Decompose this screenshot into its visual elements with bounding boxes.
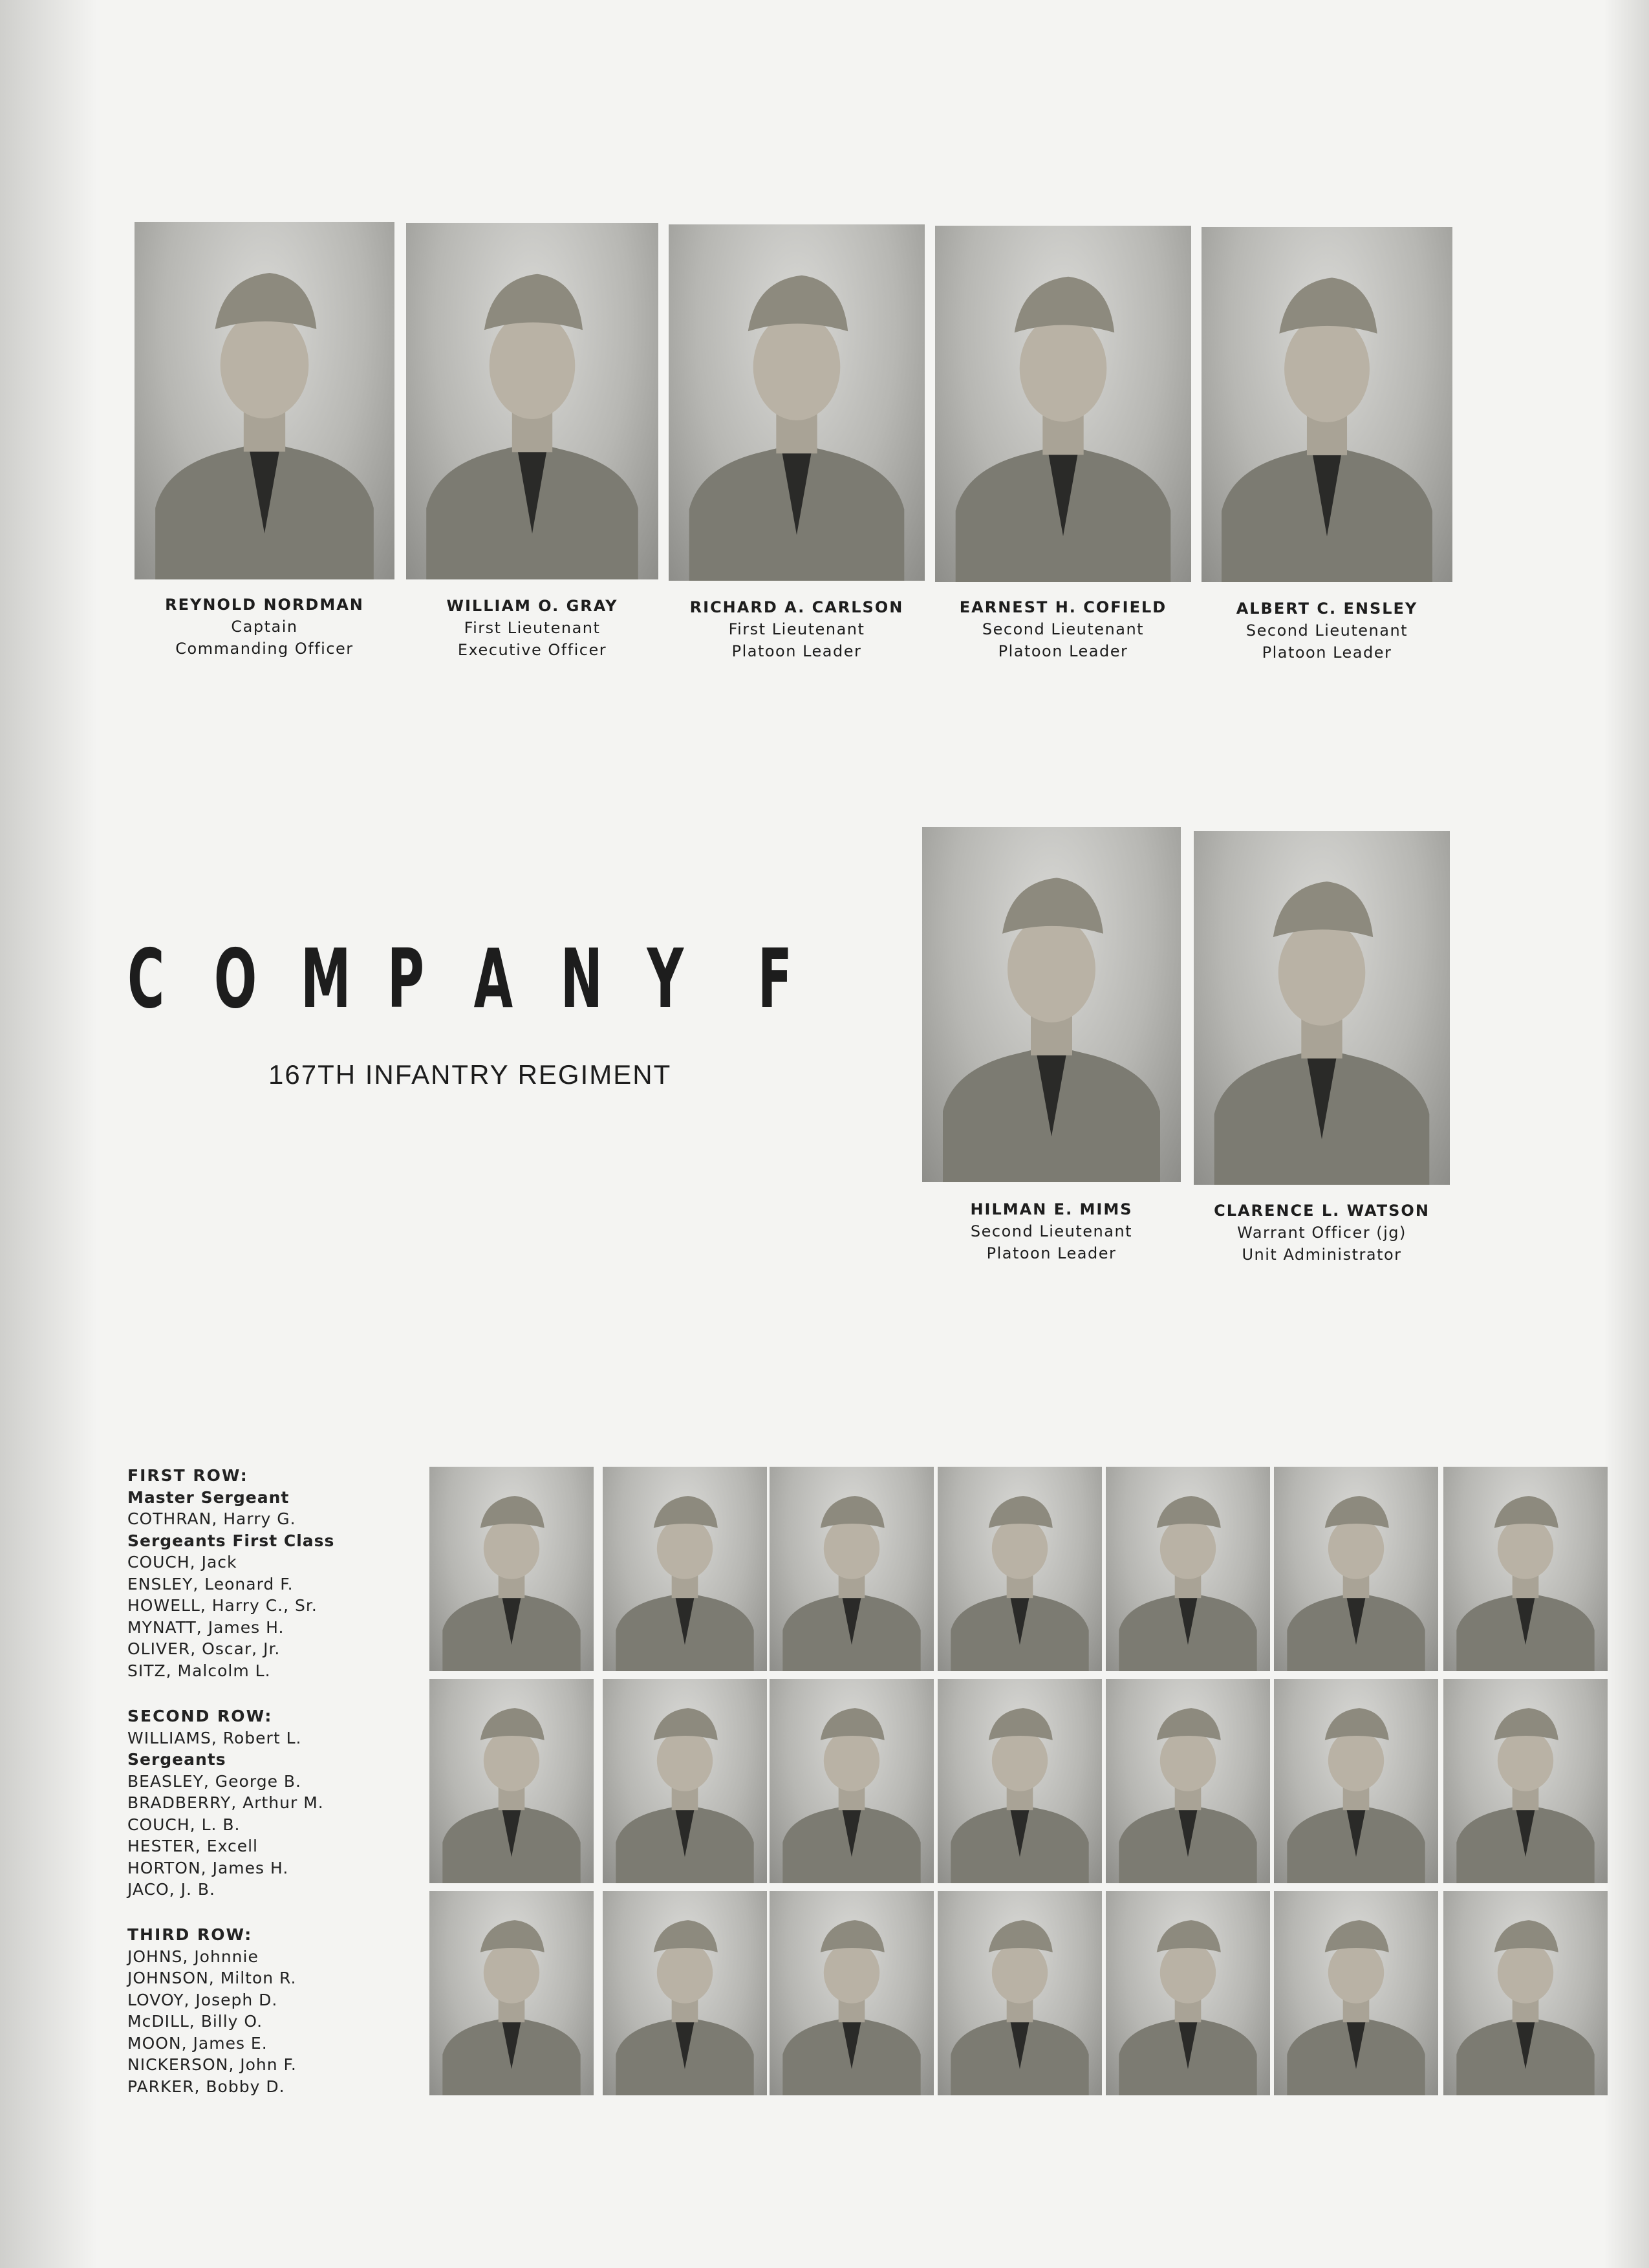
enlisted-portrait: [1443, 1467, 1608, 1671]
roster-rank-label: Master Sergeant: [127, 1487, 290, 1507]
roster-name: JOHNSON, Milton R.: [127, 1969, 297, 1987]
roster-rank-label: Sergeants: [127, 1750, 226, 1769]
enlisted-portrait: [1106, 1467, 1270, 1671]
page-edge-shadow: [1604, 0, 1649, 2268]
roster-rank-label: Sergeants First Class: [127, 1531, 335, 1550]
officer-position: Platoon Leader: [731, 642, 862, 660]
title-letter: A: [473, 931, 513, 1026]
title-letter: C: [127, 931, 165, 1026]
roster-name: BEASLEY, George B.: [127, 1771, 301, 1791]
roster-name: McDILL, Billy O.: [127, 2012, 263, 2031]
officer-portrait: [135, 222, 394, 579]
officer-portrait: [935, 226, 1191, 582]
roster-name: PARKER, Bobby D.: [127, 2077, 285, 2096]
title-letter: Y: [647, 931, 684, 1026]
officer-rank: First Lieutenant: [464, 619, 601, 637]
officer-caption: [406, 595, 658, 661]
officer-name: RICHARD A. CARLSON: [689, 598, 904, 616]
officer-caption: [135, 594, 394, 660]
roster-name: COUCH, L. B.: [127, 1815, 241, 1834]
enlisted-portrait: [938, 1467, 1102, 1671]
officer-caption: [1194, 1200, 1450, 1266]
roster-first-row: [127, 1465, 373, 1681]
roster-name: HOWELL, Harry C., Sr.: [127, 1596, 318, 1615]
roster-name: LOVOY, Joseph D.: [127, 1990, 278, 2009]
roster-heading: THIRD ROW:: [127, 1925, 253, 1944]
officer-rank: First Lieutenant: [728, 620, 865, 638]
officer-rank: Second Lieutenant: [1245, 621, 1408, 640]
enlisted-portrait: [770, 1679, 934, 1883]
officer-caption: [669, 596, 925, 662]
officer-name: REYNOLD NORDMAN: [165, 596, 364, 614]
enlisted-portrait: [770, 1467, 934, 1671]
title-space: [733, 931, 757, 1026]
title-letter: P: [387, 931, 425, 1026]
officer-name: EARNEST H. COFIELD: [959, 598, 1167, 616]
enlisted-portrait: [429, 1891, 594, 2095]
enlisted-portrait: [1443, 1891, 1608, 2095]
roster-name: SITZ, Malcolm L.: [127, 1661, 271, 1680]
roster-name: MOON, James E.: [127, 2033, 268, 2053]
title-letter: O: [213, 931, 257, 1026]
officer-portrait: [1202, 227, 1452, 582]
enlisted-portrait: [1274, 1467, 1438, 1671]
roster-name: NICKERSON, John F.: [127, 2055, 297, 2074]
officer-name: CLARENCE L. WATSON: [1214, 1202, 1430, 1220]
officer-position: Executive Officer: [457, 641, 607, 659]
enlisted-portrait: [938, 1891, 1102, 2095]
officer-rank: Second Lieutenant: [982, 620, 1145, 638]
roster-name: JACO, J. B.: [127, 1880, 215, 1899]
officer-rank: Captain: [231, 618, 298, 636]
enlisted-portrait: [770, 1891, 934, 2095]
officer-portrait: [669, 224, 925, 581]
officer-position: Commanding Officer: [175, 640, 354, 658]
enlisted-portrait: [1274, 1891, 1438, 2095]
officer-position: Unit Administrator: [1242, 1246, 1402, 1264]
page-gutter-shadow: [0, 0, 97, 2268]
enlisted-portrait: [429, 1679, 594, 1883]
officer-name: WILLIAM O. GRAY: [446, 597, 618, 615]
roster-name: HORTON, James H.: [127, 1858, 289, 1877]
regiment-subtitle: 167TH INFANTRY REGIMENT: [268, 1059, 672, 1090]
roster-name: OLIVER, Oscar, Jr.: [127, 1639, 281, 1658]
enlisted-portrait: [429, 1467, 594, 1671]
roster-name: HESTER, Excell: [127, 1837, 258, 1855]
roster-heading: SECOND ROW:: [127, 1707, 273, 1725]
officer-caption: [1202, 598, 1452, 664]
officer-position: Platoon Leader: [986, 1244, 1117, 1262]
company-title: [127, 931, 793, 1026]
enlisted-portrait: [938, 1679, 1102, 1883]
officer-position: Platoon Leader: [1262, 643, 1392, 662]
roster-name: BRADBERRY, Arthur M.: [127, 1793, 324, 1812]
enlisted-portrait: [1274, 1679, 1438, 1883]
title-letter: M: [300, 931, 351, 1026]
roster-name: MYNATT, James H.: [127, 1617, 285, 1637]
officer-portrait: [1194, 831, 1450, 1185]
officer-name: ALBERT C. ENSLEY: [1236, 599, 1418, 618]
title-letter: F: [757, 931, 793, 1026]
enlisted-portrait: [603, 1891, 767, 2095]
enlisted-portrait: [603, 1467, 767, 1671]
roster-name: WILLIAMS, Robert L.: [127, 1728, 302, 1747]
officer-name: HILMAN E. MIMS: [970, 1200, 1133, 1218]
roster-name: JOHNS, Johnnie: [127, 1947, 259, 1966]
roster-name: ENSLEY, Leonard F.: [127, 1574, 294, 1593]
roster-second-row: [127, 1705, 373, 1901]
enlisted-portrait: [1106, 1891, 1270, 2095]
officer-caption: [922, 1198, 1181, 1264]
enlisted-portrait: [1106, 1679, 1270, 1883]
officer-position: Platoon Leader: [998, 642, 1128, 660]
officer-portrait: [922, 827, 1181, 1182]
officer-portrait: [406, 223, 658, 579]
roster-third-row: [127, 1924, 373, 2097]
officer-rank: Warrant Officer (jg): [1237, 1224, 1406, 1242]
enlisted-portrait: [603, 1679, 767, 1883]
officer-caption: [935, 596, 1191, 662]
enlisted-portrait: [1443, 1679, 1608, 1883]
roster-name: COTHRAN, Harry G.: [127, 1509, 296, 1528]
officer-rank: Second Lieutenant: [970, 1222, 1133, 1240]
roster-name: COUCH, Jack: [127, 1553, 237, 1571]
roster-heading: FIRST ROW:: [127, 1466, 248, 1485]
title-letter: N: [560, 931, 603, 1026]
